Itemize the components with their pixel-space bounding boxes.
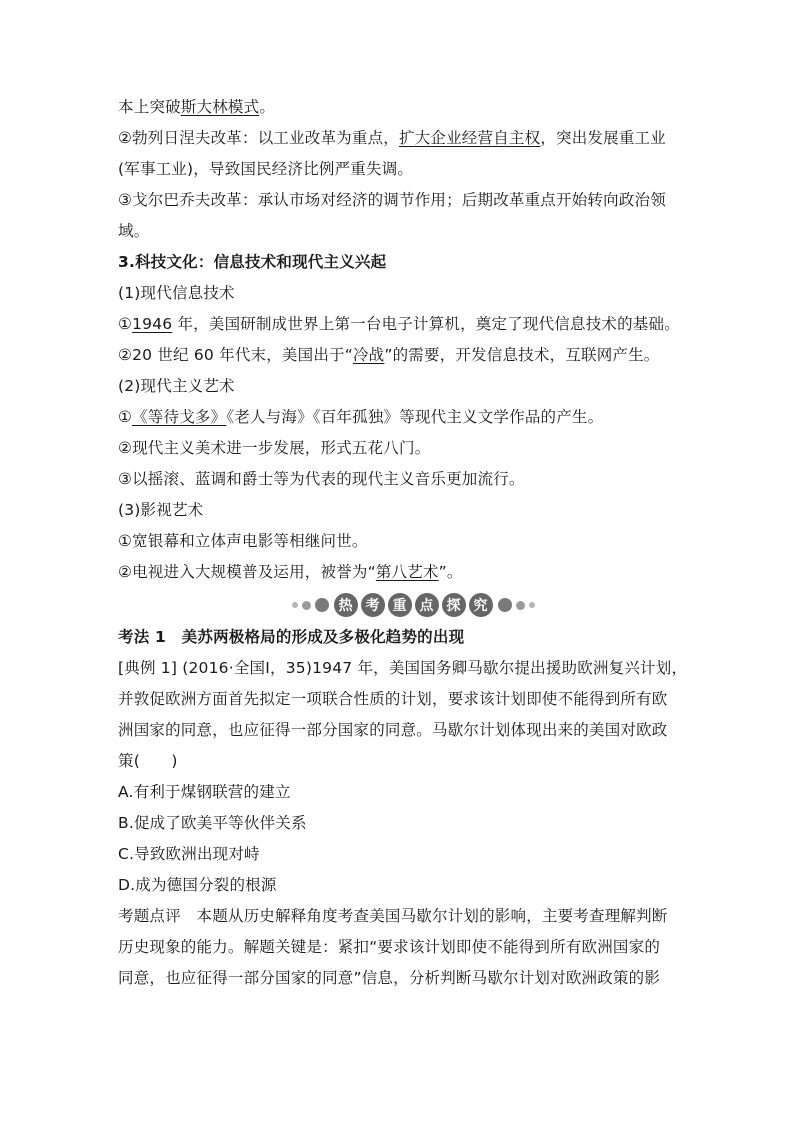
banner-char-badge: 热 [334, 593, 358, 617]
text-segment: ①宽银幕和立体声电影等相继问世。 [118, 532, 368, 550]
banner-dots-right [498, 598, 535, 612]
text-line [118, 777, 678, 808]
text-segment: 考题点评 本题从历史解释角度考查美国马歇尔计划的影响，主要考查理解判断 [118, 907, 668, 925]
section-banner [148, 588, 678, 622]
underlined-term: 《等待戈多》 [132, 408, 227, 426]
text-line [118, 622, 678, 653]
text-line [118, 247, 678, 278]
banner-char-badge: 点 [415, 593, 439, 617]
underlined-term: 扩大企业经营自主权 [399, 129, 541, 147]
underlined-term: 冷战 [352, 346, 385, 364]
banner-char-badge: 考 [361, 593, 385, 617]
text-segment: 并敦促欧洲方面首先拟定一项联合性质的计划，要求该计划即使不能得到所有欧 [118, 690, 668, 708]
text-segment: (1)现代信息技术 [118, 284, 235, 302]
text-line [118, 808, 678, 839]
text-segment: ① [118, 315, 133, 333]
exam-section [118, 622, 688, 994]
underlined-term: 第八艺术 [375, 563, 439, 581]
text-segment: C.导致欧洲出现对峙 [118, 845, 260, 863]
text-line [118, 653, 688, 684]
knowledge-section [118, 92, 678, 588]
text-segment: ③戈尔巴乔夫改革：承认市场对经济的调节作用；后期改革重点开始转向政治领 [118, 191, 666, 209]
dot-icon [498, 598, 512, 612]
text-line [118, 932, 678, 963]
text-segment: A.有利于煤钢联营的建立 [118, 783, 291, 801]
text-segment: 考法 1 美苏两极格局的形成及多极化趋势的出现 [118, 628, 465, 646]
text-line [118, 464, 678, 495]
text-line [118, 495, 678, 526]
text-segment: 历史现象的能力。解题关键是：紧扣“要求该计划即使不能得到所有欧洲国家的 [118, 938, 661, 956]
text-line [118, 901, 678, 932]
banner-title [333, 593, 494, 617]
dot-icon [529, 602, 535, 608]
text-line [118, 870, 678, 901]
dot-icon [302, 601, 311, 610]
text-segment: (军事工业)，导致国民经济比例严重失调。 [118, 160, 414, 178]
text-segment: ②20 世纪 60 年代末，美国出于“ [118, 346, 353, 364]
text-segment: ③以摇滚、蓝调和爵士等为代表的现代主义音乐更加流行。 [118, 470, 525, 488]
text-segment: 域。 [118, 222, 150, 240]
dot-icon [292, 602, 298, 608]
text-line [118, 309, 678, 340]
text-line [118, 123, 678, 154]
text-line [118, 154, 678, 185]
text-segment: ① [118, 408, 133, 426]
text-line [118, 216, 678, 247]
underlined-term: 斯大林模式 [180, 98, 260, 116]
banner-char-badge: 探 [442, 593, 466, 617]
text-segment: 洲国家的同意，也应征得一部分国家的同意。马歇尔计划体现出来的美国对欧政 [118, 721, 668, 739]
text-line [118, 557, 678, 588]
text-segment: [典例 1] (2016·全国Ⅰ，35)1947 年，美国国务卿马歇尔提出援助欧洲复兴计划， [118, 659, 688, 677]
text-segment: ，突出发展重工业 [540, 129, 666, 147]
text-line [118, 715, 678, 746]
text-line [118, 963, 678, 994]
text-segment: ②勃列日涅夫改革：以工业改革为重点， [118, 129, 399, 147]
text-segment: D.成为德国分裂的根源 [118, 876, 277, 894]
document-page [118, 92, 688, 994]
text-segment: 同意，也应征得一部分国家的同意”信息，分析判断马歇尔计划对欧洲政策的影 [118, 969, 661, 987]
text-segment: (2)现代主义艺术 [118, 377, 235, 395]
text-segment: 年，美国研制成世界上第一台电子计算机，奠定了现代信息技术的基础。 [172, 315, 680, 333]
text-segment: ”。 [438, 563, 463, 581]
underlined-term: 1946 [132, 315, 173, 333]
text-segment: 策( ) [118, 752, 178, 770]
text-segment: 。 [259, 98, 276, 116]
text-line [118, 684, 678, 715]
dot-icon [516, 601, 525, 610]
text-segment: 3.科技文化：信息技术和现代主义兴起 [118, 253, 387, 271]
text-line [118, 278, 678, 309]
text-line [118, 92, 678, 123]
text-line [118, 340, 678, 371]
text-segment: 《老人与海》《百年孤独》等现代主义文学作品的产生。 [226, 408, 604, 426]
text-segment: ”的需要，开发信息技术，互联网产生。 [384, 346, 660, 364]
banner-char-badge: 究 [469, 593, 493, 617]
banner-dots-left [292, 598, 329, 612]
text-line [118, 433, 678, 464]
text-line [118, 402, 678, 433]
text-segment: ②电视进入大规模普及运用，被誉为“ [118, 563, 376, 581]
text-segment: ②现代主义美术进一步发展，形式五花八门。 [118, 439, 431, 457]
text-line [118, 185, 678, 216]
text-line [118, 839, 678, 870]
text-line [118, 526, 678, 557]
text-line [118, 746, 678, 777]
dot-icon [315, 598, 329, 612]
text-segment: B.促成了欧美平等伙伴关系 [118, 814, 307, 832]
text-line [118, 371, 678, 402]
banner-char-badge: 重 [388, 593, 412, 617]
text-segment: (3)影视艺术 [118, 501, 204, 519]
text-segment: 本上突破 [118, 98, 181, 116]
